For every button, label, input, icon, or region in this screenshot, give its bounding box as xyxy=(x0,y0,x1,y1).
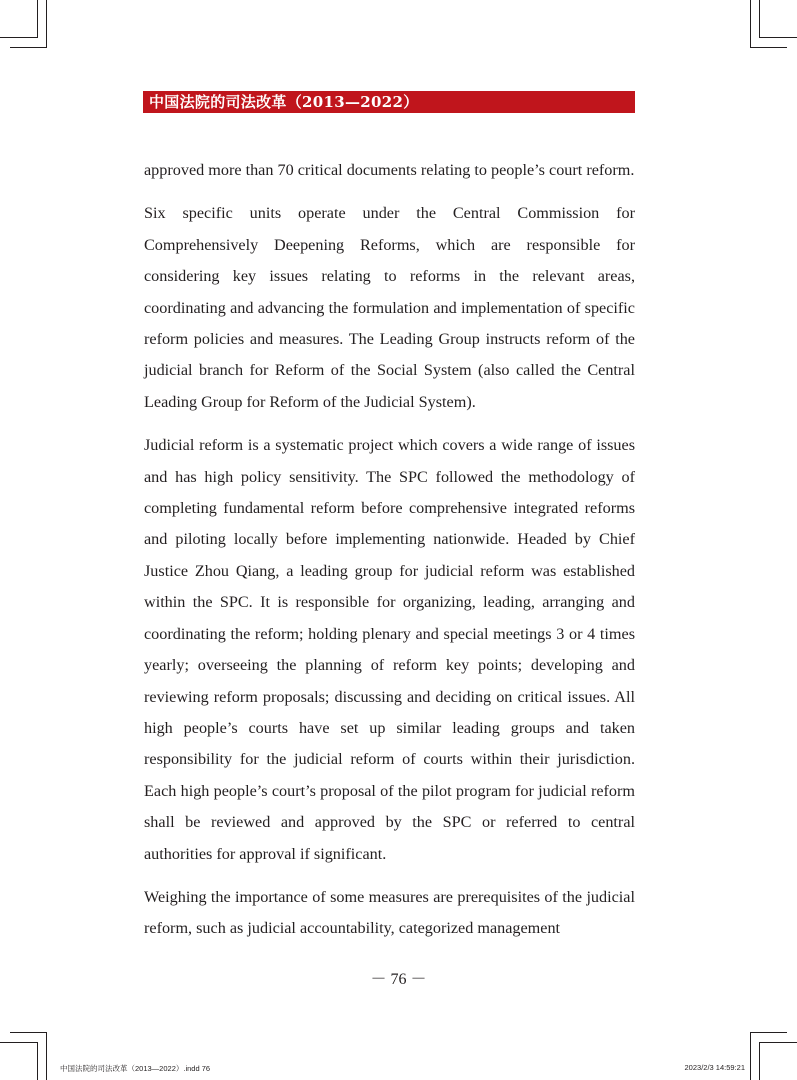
crop-mark xyxy=(750,1032,751,1080)
crop-mark xyxy=(10,47,47,48)
running-header xyxy=(143,91,635,113)
paragraph: approved more than 70 critical documents relating to people’s court reform. xyxy=(144,161,635,179)
crop-mark xyxy=(759,0,760,37)
slug-timestamp: 2023/2/3 14:59:21 xyxy=(684,1063,745,1072)
crop-mark xyxy=(10,1032,47,1033)
crop-mark xyxy=(759,1042,797,1043)
page-number: － 76 － xyxy=(370,971,427,988)
crop-mark xyxy=(0,1042,38,1043)
crop-mark xyxy=(37,1042,38,1080)
crop-mark xyxy=(46,1032,47,1080)
crop-mark xyxy=(46,0,47,48)
paragraph: Judicial reform is a systematic project which covers a wide range of issues and has high policy sensitivity. The SPC followed the methodology of completing fundamental reform before comprehensive integrated reforms and piloting locally before implementing nationwide. Headed by Chief Justice Zhou Qiang, a leading group for judicial reform was established within the SPC. It is responsible for organizing, leading, arranging and coordinating the reform; holding plenary and special meetings 3 or 4 times yearly; overseeing the planning of reform key points; developing and reviewing reform proposals; discussing and deciding on critical issues. All high people’s courts have set up similar leading groups and taken responsibility for the judicial reform of courts within their jurisdiction. Each high people’s court’s proposal of the pilot program for judicial reform shall be reviewed and approved by the SPC or referred to central authorities for approval if significant. xyxy=(144,436,635,863)
crop-mark xyxy=(37,0,38,37)
crop-mark xyxy=(750,47,787,48)
crop-mark xyxy=(759,37,797,38)
body-text xyxy=(144,155,635,957)
paragraph: Weighing the importance of some measures are prerequisites of the judicial reform, such as judicial accountability, categorized management xyxy=(144,887,635,938)
paragraph: Six specific units operate under the Central Commission for Comprehensively Deepening Reforms, which are responsible for considering key issues relating to reforms in the relevant areas, coordinating and advancing the formulation and implementation of specific reform policies and measures. The Leading Group instructs reform of the judicial branch for Reform of the Social System (also called the Central Leading Group for Reform of the Judicial System). xyxy=(144,204,635,411)
running-header-title: 中国法院的司法改革（2013—2022） xyxy=(149,93,419,111)
crop-mark xyxy=(750,1032,787,1033)
crop-mark xyxy=(0,37,38,38)
crop-mark xyxy=(759,1042,760,1080)
crop-mark xyxy=(750,0,751,48)
slug-filename: 中国法院的司法改革（2013—2022）.indd 76 xyxy=(60,1064,211,1073)
